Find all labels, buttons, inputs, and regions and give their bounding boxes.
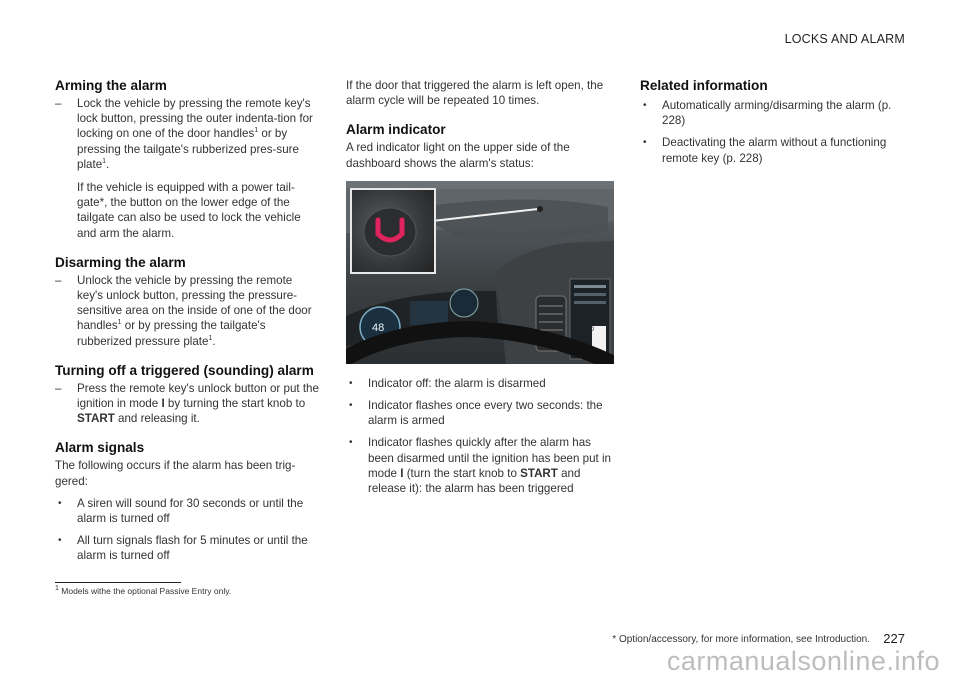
signal-item-text: A siren will sound for 30 seconds or until the alarm is turned off xyxy=(77,496,304,526)
column-middle xyxy=(346,78,614,496)
figure-code: G062280 xyxy=(590,306,596,331)
related-link-item[interactable] xyxy=(640,98,905,128)
footnote-divider xyxy=(55,582,181,583)
footnote-ref: 1 xyxy=(254,127,259,135)
bullet-marker: • xyxy=(643,137,647,149)
ignition-mode: I xyxy=(400,466,404,480)
disarming-step-text-2: or by pressing the tailgate's rubberized pressure plate xyxy=(77,319,266,348)
heading-related-information: Related information xyxy=(640,78,768,93)
heading-alarm-indicator: Alarm indicator xyxy=(346,122,446,138)
arming-step-text-3: . xyxy=(106,157,110,171)
dash-marker: – xyxy=(55,97,62,110)
heading-alarm-signals: Alarm signals xyxy=(55,440,145,456)
turning-off-step xyxy=(55,381,320,427)
bullet-marker: • xyxy=(349,437,353,449)
bullet-marker: • xyxy=(643,100,647,111)
dash-marker: – xyxy=(55,273,62,287)
start-label: START xyxy=(520,466,558,480)
heading-disarming: Disarming the alarm xyxy=(55,254,186,270)
list-item xyxy=(346,398,614,428)
related-link-item[interactable] xyxy=(640,135,905,165)
footnote-ref: 1 xyxy=(208,334,213,342)
heading-turning-off: Turning off a triggered (sounding) alarm xyxy=(55,362,314,378)
turning-off-text-2: by turning the start knob to xyxy=(164,397,306,411)
list-item xyxy=(55,496,320,526)
dash-marker: – xyxy=(55,381,62,395)
heading-arming: Arming the alarm xyxy=(55,78,167,93)
repeat-cycle-paragraph: If the door that triggered the alarm is left open, the alarm cycle will be repeated 10 times. xyxy=(346,79,604,108)
arming-step xyxy=(55,96,320,172)
indicator-state-text: Indicator flashes quickly after the alarm has been disarmed until the ignition has been put in mode xyxy=(368,436,611,480)
ignition-mode: I xyxy=(161,397,165,411)
speedometer-readout: 48 xyxy=(372,321,385,334)
indicator-inset xyxy=(350,188,436,274)
alarm-indicator-intro: A red indicator light on the upper side of the dashboard shows the alarm's status: xyxy=(346,141,570,170)
turning-off-text-3: and releasing it. xyxy=(114,412,200,426)
footnote xyxy=(55,586,231,596)
bullet-marker: • xyxy=(349,400,353,412)
bullet-marker: • xyxy=(58,497,62,509)
watermark: carmanualsonline.info xyxy=(666,646,940,676)
start-label: START xyxy=(77,412,115,426)
footnote-ref: 1 xyxy=(102,157,107,165)
indicator-state-text: and release it): the alarm has been triggered xyxy=(368,466,581,496)
disarming-step-text-1: Unlock the vehicle by pressing the remote key's unlock button, pressing the pressure-sensitive area on the inside of one of the door handles xyxy=(77,273,312,333)
list-item xyxy=(346,376,614,391)
related-link-auto-arming[interactable]: Automatically arming/disarming the alarm (p. 228) xyxy=(662,99,892,128)
bullet-marker: • xyxy=(349,377,353,389)
page-number: 227 xyxy=(883,631,905,646)
list-item xyxy=(55,533,320,563)
indicator-state-text: Indicator off: the alarm is disarmed xyxy=(368,376,546,390)
column-right xyxy=(640,78,905,166)
arming-step-text-1: Lock the vehicle by pressing the remote key's lock button, pressing the outer indenta-tion for locking on one of the door handles xyxy=(77,97,313,141)
footnote-text: Models withe the optional Passive Entry only. xyxy=(58,586,232,596)
turning-off-text-1: Press the remote key's unlock button or put the ignition in mode xyxy=(77,381,319,411)
signal-item-text: All turn signals flash for 5 minutes or until the alarm is turned off xyxy=(77,534,308,563)
column-left xyxy=(55,78,320,564)
arming-step-text-2: or by pressing the tailgate's rubberized pres-sure plate xyxy=(77,127,299,171)
related-link-deactivating-alarm[interactable]: Deactivating the alarm without a functioning remote key (p. 228) xyxy=(662,136,887,165)
list-item xyxy=(346,435,614,496)
running-header: LOCKS AND ALARM xyxy=(784,32,905,46)
dashboard-indicator-photo xyxy=(346,181,614,364)
indicator-state-text: (turn the start knob to xyxy=(403,466,521,480)
disarming-step xyxy=(55,273,320,349)
footnote-ref: 1 xyxy=(117,319,122,327)
alarm-signals-intro: The following occurs if the alarm has been trig-gered: xyxy=(55,459,296,488)
indicator-closeup xyxy=(352,190,434,272)
indicator-state-text: Indicator flashes once every two seconds: the alarm is armed xyxy=(368,399,603,428)
option-accessory-note: * Option/accessory, for more information, see Introduction. xyxy=(612,634,870,645)
disarming-step-text-3: . xyxy=(212,334,216,348)
bullet-marker: • xyxy=(58,535,62,547)
arming-power-tailgate-note: If the vehicle is equipped with a power tail-gate*, the button on the lower edge of the tailgate can also be used to lock the vehicle and arm the alarm. xyxy=(77,181,301,240)
footnote-number: 1 xyxy=(55,585,59,593)
